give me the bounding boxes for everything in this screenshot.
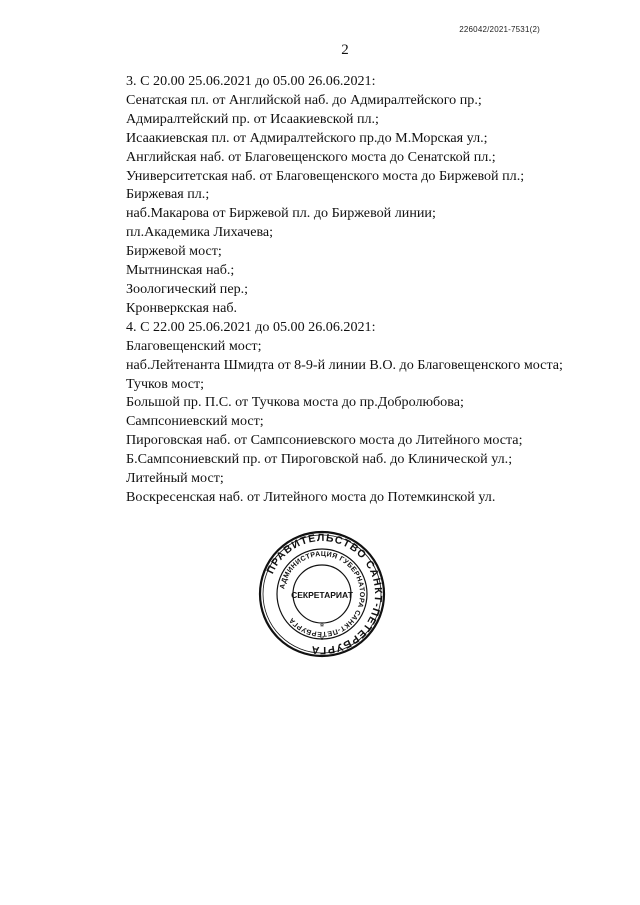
text-line: наб.Лейтенанта Шмидта от 8-9-й линии В.О. до Благовещенского моста; xyxy=(126,356,563,373)
text-line: Пироговская наб. от Сампсониевского моста до Литейного моста; xyxy=(126,432,523,449)
text-line: Биржевой мост; xyxy=(126,243,222,260)
text-line: Воскресенская наб. от Литейного моста до Потемкинской ул. xyxy=(126,488,496,505)
seal-star-icon: * xyxy=(319,635,325,645)
text-line: Б.Сампсониевский пр. от Пироговской наб. до Клинической ул.; xyxy=(126,451,513,468)
text-line: Кронверкская наб. xyxy=(126,299,238,316)
text-line: наб.Макарова от Биржевой пл. до Биржевой линии; xyxy=(126,205,436,222)
text-line: Адмиралтейский пр. от Исаакиевской пл.; xyxy=(126,110,379,127)
text-line: 4. С 22.00 25.06.2021 до 05.00 26.06.2021: xyxy=(126,318,376,335)
seal-outer-text: ПРАВИТЕЛЬСТВО САНКТ-ПЕТЕРБУРГА xyxy=(264,531,385,657)
seal-star-icon: * xyxy=(319,622,325,632)
text-line: Биржевая пл.; xyxy=(126,186,210,203)
document-number: 226042/2021-7531(2) xyxy=(459,25,540,34)
text-line: Большой пр. П.С. от Тучкова моста до пр.Добролюбова; xyxy=(126,394,464,411)
text-line: Тучков мост; xyxy=(126,375,205,392)
text-line: Мытнинская наб.; xyxy=(126,262,235,279)
text-line: Сампсониевский мост; xyxy=(126,413,264,430)
text-line: Зоологический пер.; xyxy=(126,280,249,297)
text-line: Литейный мост; xyxy=(126,470,224,487)
page-number: 2 xyxy=(341,42,349,58)
text-line: пл.Академика Лихачева; xyxy=(126,224,274,241)
seal-graphic xyxy=(258,530,386,658)
text-line: Сенатская пл. от Английской наб. до Адмиралтейского пр.; xyxy=(126,91,482,108)
text-line: Благовещенский мост; xyxy=(126,337,262,354)
seal-inner-text: АДМИНИСТРАЦИЯ ГУБЕРНАТОРА САНКТ-ПЕТЕРБУРГА xyxy=(279,550,366,638)
seal-center-text: СЕКРЕТАРИАТ xyxy=(291,590,353,600)
text-line: 3. С 20.00 25.06.2021 до 05.00 26.06.2021: xyxy=(126,73,376,89)
text-line: Университетская наб. от Благовещенского моста до Биржевой пл.; xyxy=(126,167,525,184)
text-line: Исаакиевская пл. от Адмиралтейского пр.до М.Морская ул.; xyxy=(126,129,488,146)
official-seal-stamp xyxy=(258,530,386,658)
body-text xyxy=(126,72,596,507)
text-line: Английская наб. от Благовещенского моста до Сенатской пл.; xyxy=(126,148,496,165)
